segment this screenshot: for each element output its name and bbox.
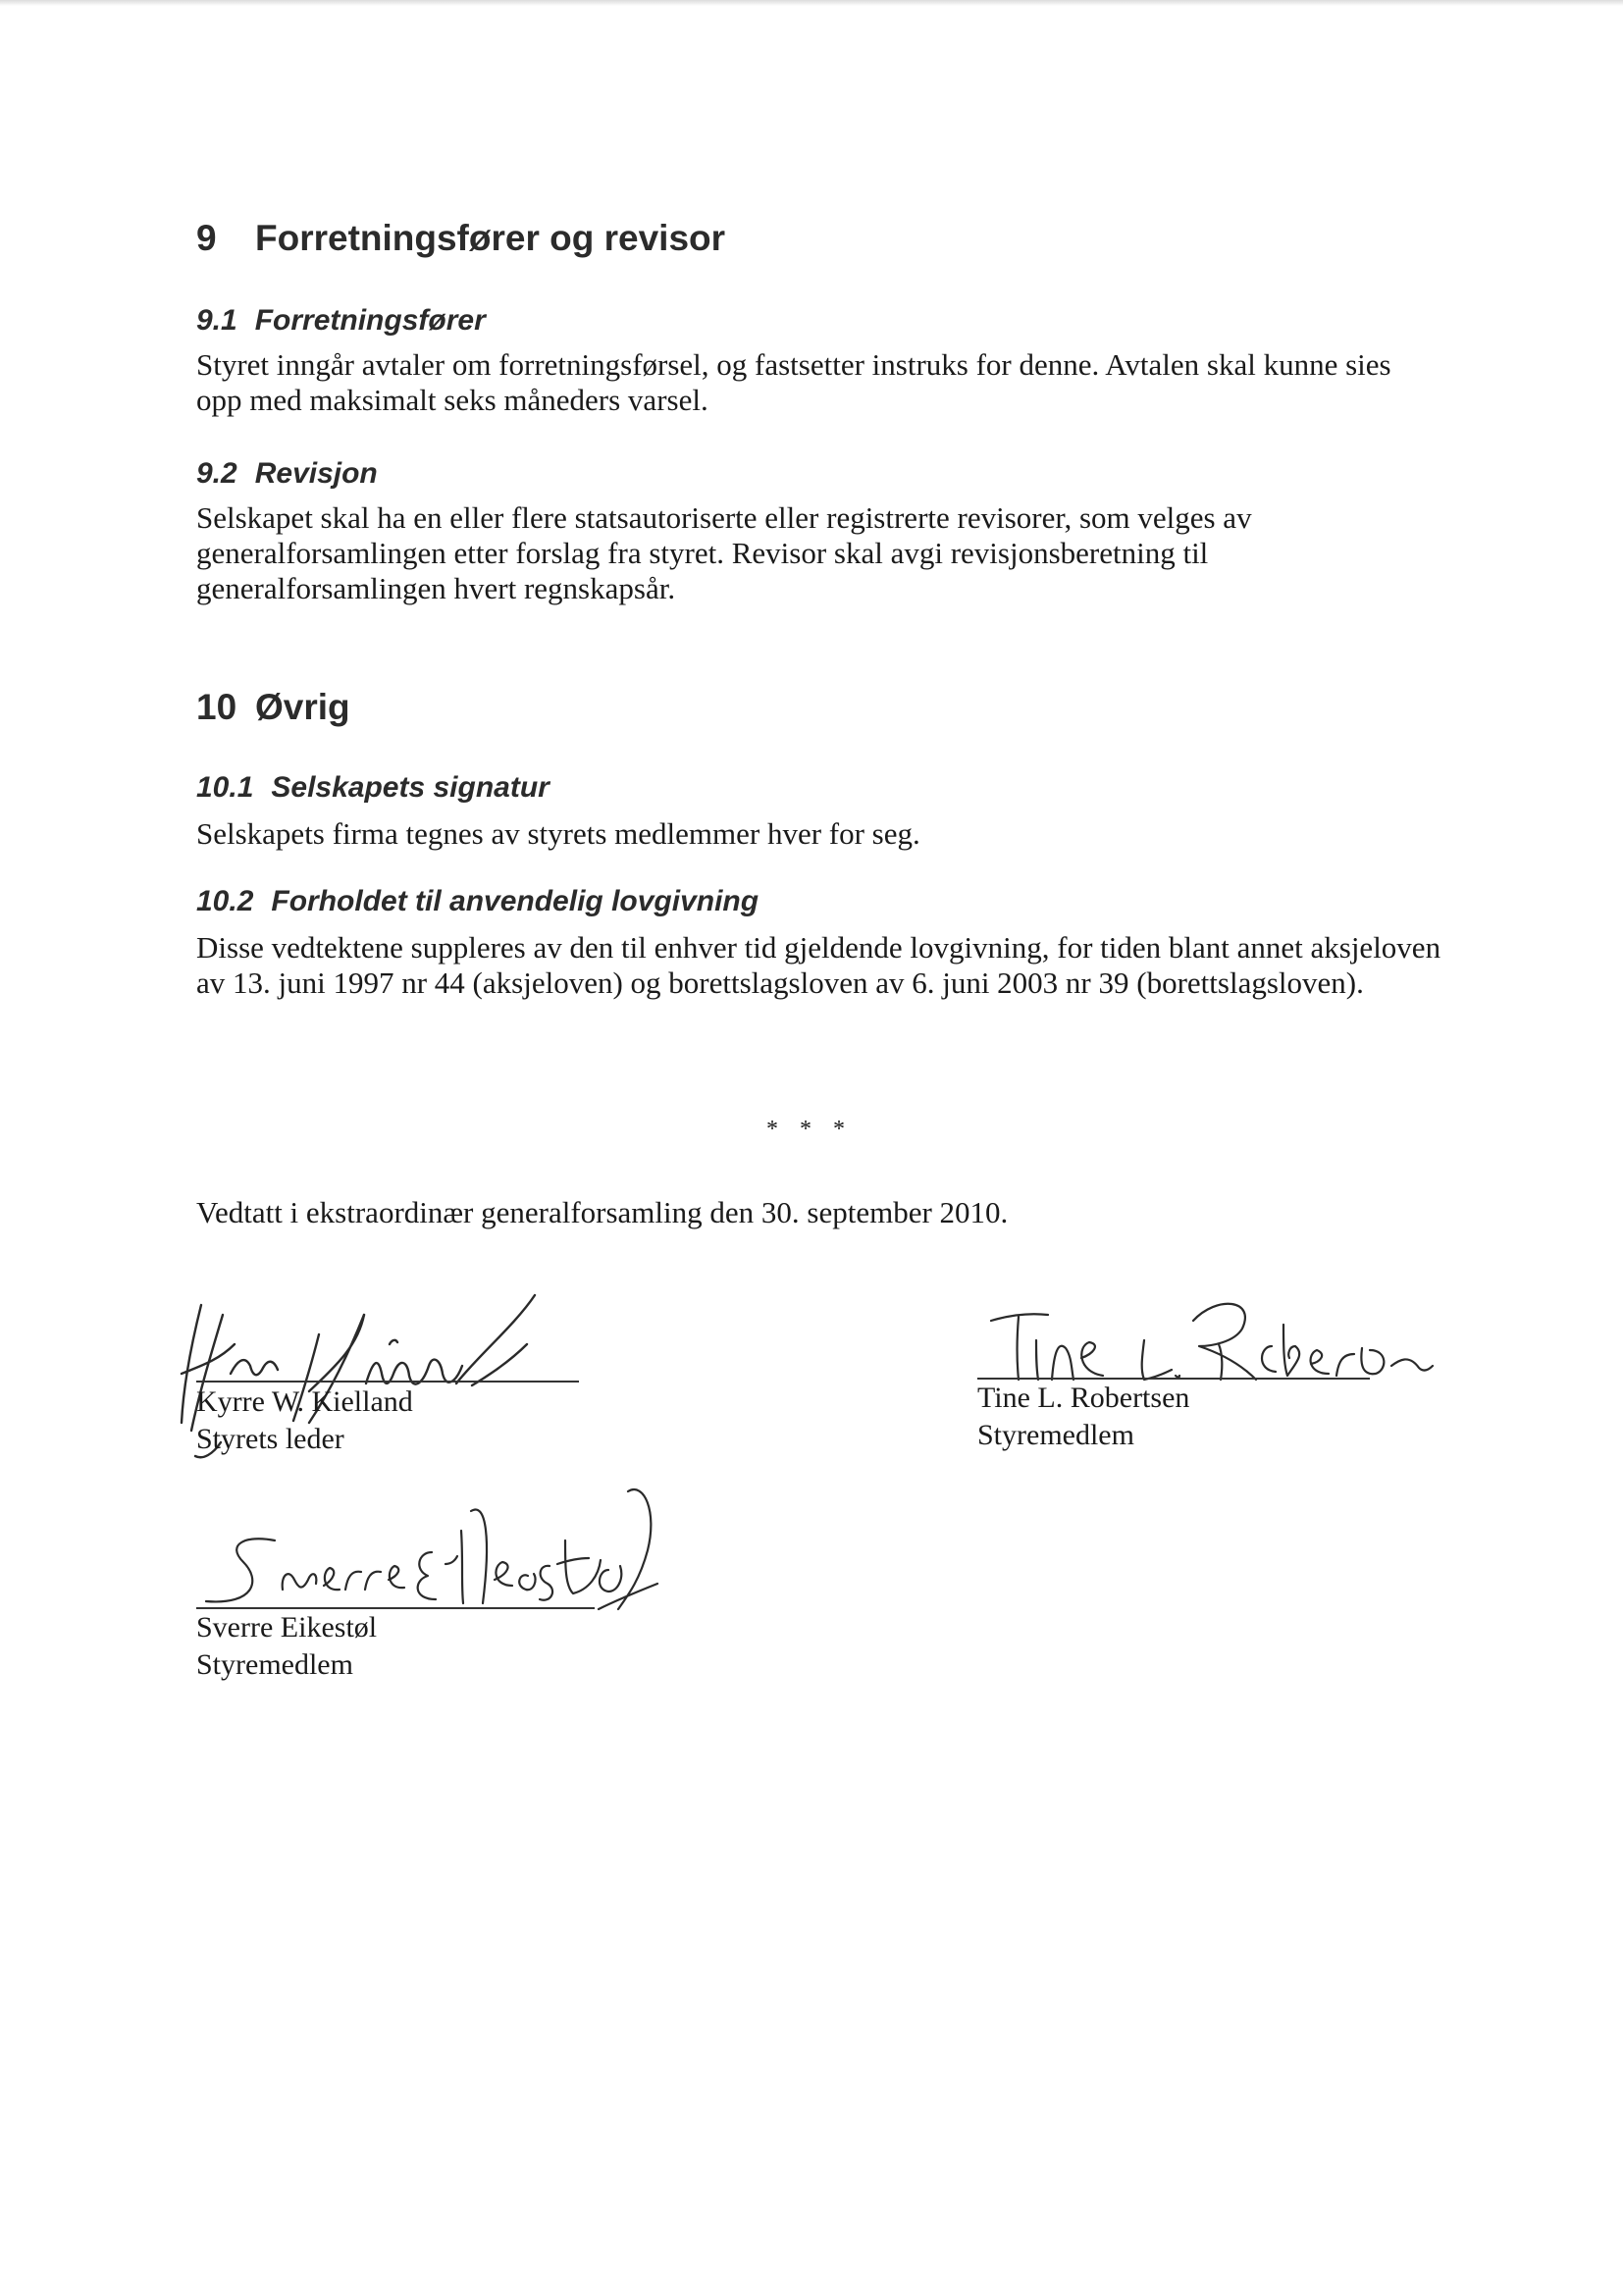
subsection-10-1-text: Selskapets firma tegnes av styrets medlemmer hver for seg. xyxy=(196,816,920,851)
subsection-9-1-heading xyxy=(196,304,486,338)
subsection-9-1-text: Styret inngår avtaler om forretningsførsel, og fastsetter instruks for denne. Avtalen skal kunne sies opp med maksimalt seks måneders varsel. xyxy=(196,347,1391,417)
signature-line xyxy=(196,1381,579,1383)
adoption-statement: Vedtatt i ekstraordinær generalforsamling den 30. september 2010. xyxy=(196,1195,1009,1229)
subsection-number: 9.2 xyxy=(196,457,237,490)
section-10-heading xyxy=(196,687,350,728)
subsection-9-2-text: Selskapet skal ha en eller flere statsautoriserte eller registrerte revisorer, som velges av generalforsamlingen etter forslag fra styret. Revisor skal avgi revisjonsberetning til generalforsamlingen hvert regnskapsår. xyxy=(196,500,1252,605)
subsection-title: Forholdet til anvendelig lovgivning xyxy=(271,885,759,917)
subsection-10-1-heading xyxy=(196,771,550,805)
signature-line xyxy=(196,1607,595,1609)
scan-edge xyxy=(0,0,1623,6)
signatory-name: Sverre Eikestøl xyxy=(196,1611,378,1644)
signatory-role: Styremedlem xyxy=(977,1419,1134,1451)
signatory-name: Kyrre W. Kielland xyxy=(196,1385,413,1418)
subsection-title: Revisjon xyxy=(254,457,378,490)
signatory-role: Styremedlem xyxy=(196,1648,353,1681)
section-title: Øvrig xyxy=(255,687,350,727)
subsection-9-2-heading xyxy=(196,457,378,491)
signatory-name: Tine L. Robertsen xyxy=(977,1382,1190,1414)
section-9-heading xyxy=(196,218,725,259)
separator: * * * xyxy=(766,1117,853,1142)
subsection-10-2-heading xyxy=(196,885,759,918)
subsection-10-2-text: Disse vedtektene suppleres av den til enhver tid gjeldende lovgivning, for tiden blant annet aksjeloven av 13. juni 1997 nr 44 (aksjeloven) og borettslagsloven av 6. juni 2003 nr 39 (borettslagsloven). xyxy=(196,930,1441,1000)
subsection-title: Selskapets signatur xyxy=(271,771,550,804)
subsection-title: Forretningsfører xyxy=(254,304,486,337)
section-number: 10 xyxy=(196,687,237,727)
signature-line xyxy=(977,1378,1370,1380)
section-number: 9 xyxy=(196,218,217,258)
section-title: Forretningsfører og revisor xyxy=(255,218,726,258)
subsection-number: 9.1 xyxy=(196,304,237,337)
subsection-number: 10.1 xyxy=(196,771,254,804)
signatory-role: Styrets leder xyxy=(196,1423,344,1455)
subsection-number: 10.2 xyxy=(196,885,254,917)
